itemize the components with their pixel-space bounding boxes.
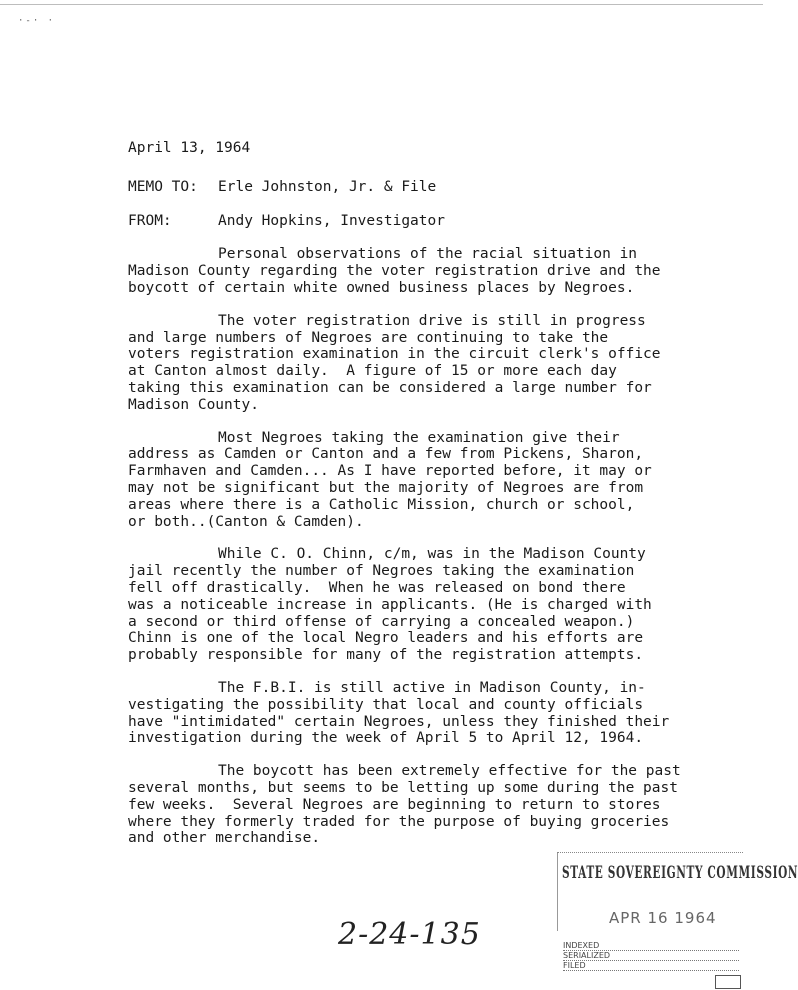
stamp-edge bbox=[557, 853, 558, 931]
memo-from-row bbox=[128, 213, 728, 230]
scan-corner-mark: ·-· · bbox=[18, 16, 56, 26]
memo-paragraph bbox=[128, 313, 728, 414]
memo-paragraph-line: and large numbers of Negroes are continuing to take the bbox=[128, 329, 609, 346]
memo-paragraph-line: where they formerly traded for the purpose of buying groceries bbox=[128, 813, 670, 830]
memo-paragraph-line: Madison County. bbox=[128, 396, 259, 413]
stamp-date: APR 16 1964 bbox=[609, 909, 717, 927]
memo-body bbox=[128, 246, 728, 847]
memo-paragraph-line: and other merchandise. bbox=[128, 830, 321, 847]
memo-paragraph bbox=[128, 246, 728, 296]
memo-paragraph-line: probably responsible for many of the registration attempts. bbox=[128, 647, 644, 664]
memo-paragraph-line: areas where there is a Catholic Mission, church or school, bbox=[128, 496, 635, 513]
memo-paragraph-line: may not be significant but the majority of Negroes are from bbox=[128, 479, 644, 496]
stamp-labels bbox=[563, 941, 739, 971]
memo-paragraph bbox=[128, 546, 728, 664]
memo-to-label: MEMO TO: bbox=[128, 178, 198, 195]
memo-to-row bbox=[128, 179, 728, 196]
memo-paragraph-line: Madison County regarding the voter registration drive and the bbox=[128, 263, 661, 280]
handwritten-file-number: 2-24-135 bbox=[338, 917, 481, 952]
memo-paragraph bbox=[128, 680, 728, 747]
stamp-label-filed: FILED bbox=[563, 961, 739, 971]
memo-paragraph-line: taking this examination can be considered a large number for bbox=[128, 379, 652, 396]
memo-paragraph-line: a second or third offense of carrying a concealed weapon.) bbox=[128, 613, 635, 630]
memo-paragraph-line: have "intimidated" certain Negroes, unless they finished their bbox=[128, 713, 670, 730]
memo-paragraph-line: The F.B.I. is still active in Madison County, in- bbox=[218, 679, 646, 696]
stamp-box bbox=[715, 975, 741, 989]
memo-paragraph-line: few weeks. Several Negroes are beginning to return to stores bbox=[128, 796, 661, 813]
received-stamp bbox=[557, 852, 798, 985]
memo-from-value: Andy Hopkins, Investigator bbox=[218, 212, 445, 229]
scan-top-edge bbox=[0, 4, 763, 5]
memo-paragraph-line: Chinn is one of the local Negro leaders and his efforts are bbox=[128, 630, 644, 647]
memo-paragraph-line: several months, but seems to be letting up some during the past bbox=[128, 779, 678, 796]
memo-paragraph-line: Farmhaven and Camden... As I have reported before, it may or bbox=[128, 463, 652, 480]
memo-paragraph-line: or both..(Canton & Camden). bbox=[128, 513, 364, 530]
memo-paragraph-line: was a noticeable increase in applicants. (He is charged with bbox=[128, 596, 652, 613]
memo-paragraph-line: While C. O. Chinn, c/m, was in the Madison County bbox=[218, 546, 646, 563]
memo-page bbox=[128, 140, 728, 863]
stamp-label-serialized: SERIALIZED bbox=[563, 951, 739, 961]
memo-paragraph bbox=[128, 763, 728, 847]
memo-paragraph-line: vestigating the possibility that local and county officials bbox=[128, 696, 644, 713]
memo-paragraph-line: investigation during the week of April 5 to April 12, 1964. bbox=[128, 730, 644, 747]
memo-date: April 13, 1964 bbox=[128, 140, 251, 156]
memo-paragraph-line: Personal observations of the racial situation in bbox=[218, 246, 638, 263]
stamp-title: STATE SOVEREIGNTY COMMISSION bbox=[562, 863, 798, 883]
memo-paragraph-line: Most Negroes taking the examination give their bbox=[218, 429, 620, 446]
memo-paragraph-line: voters registration examination in the circuit clerk's office bbox=[128, 346, 661, 363]
memo-paragraph-line: fell off drastically. When he was released on bond there bbox=[128, 579, 626, 596]
memo-from-label: FROM: bbox=[128, 212, 172, 229]
memo-paragraph-line: jail recently the number of Negroes taking the examination bbox=[128, 563, 635, 580]
stamp-label-indexed: INDEXED bbox=[563, 941, 739, 951]
memo-to-value: Erle Johnston, Jr. & File bbox=[218, 178, 437, 195]
memo-paragraph-line: address as Camden or Canton and a few from Pickens, Sharon, bbox=[128, 446, 644, 463]
memo-paragraph-line: The boycott has been extremely effective for the past bbox=[218, 763, 681, 780]
memo-paragraph-line: at Canton almost daily. A figure of 15 or more each day bbox=[128, 363, 617, 380]
memo-paragraph bbox=[128, 430, 728, 531]
memo-paragraph-line: boycott of certain white owned business places by Negroes. bbox=[128, 279, 635, 296]
memo-paragraph-line: The voter registration drive is still in progress bbox=[218, 312, 646, 329]
